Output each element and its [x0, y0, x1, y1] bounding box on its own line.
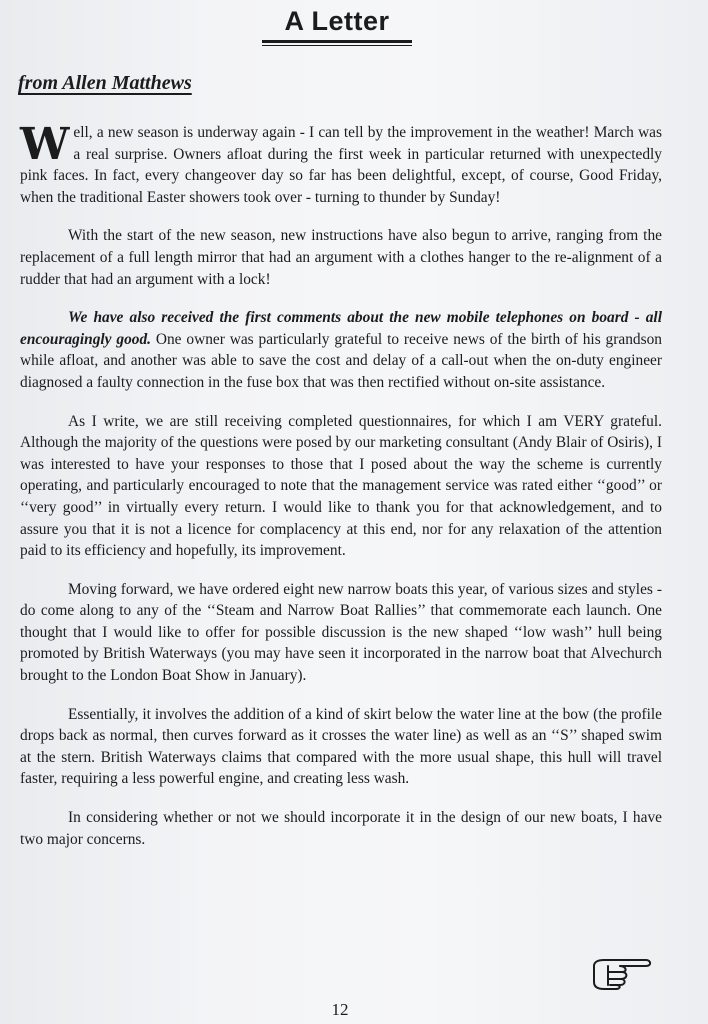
page-title: A Letter	[284, 6, 390, 36]
paragraph-3	[20, 307, 662, 393]
paragraph-4: As I write, we are still receiving completed questionnaires, for which I am VERY grateful. Although the majority of the questions were posed by our marketing consultant (Andy Blair of Osiris), I was interested to have your responses to those that I posed about the way the scheme is currently operating, and particularly encouraged to note that the management service was rated either ‘‘good’’ or ‘‘very good’’ in virtually every return. I would like to thank you for that acknowledgement, and to assure you that it is not a licence for complacency at this end, nor for any relaxation of the attention paid to its efficiency and hopefully, its improvement.	[20, 412, 662, 560]
pointing-hand-icon	[586, 952, 656, 992]
title-underline	[262, 40, 412, 43]
paragraph-3-text: One owner was particularly grateful to receive news of the birth of his grandson while afloat, and another was able to save the cost and delay of a call-out when the on-duty engineer diagnosed a faulty connection in the fuse box that was then rectified without on-site assistance.	[20, 330, 662, 391]
paragraph-1-text: ell, a new season is underway again - I can tell by the improvement in the weather! March was a real surprise. Owners afloat during the first week in particular returned with unexpectedly pink faces. In fact, every changeover day so far has been delightful, except, of course, Good Friday, when the traditional Easter showers took over - turning to thunder by Sunday!	[20, 124, 662, 206]
title-underline-thin	[262, 45, 412, 46]
paragraph-2: With the start of the new season, new instructions have also begun to arrive, ranging from the replacement of a full length mirror that had an argument with a clothes hanger to the re-alignment of a rudder that had an argument with a lock!	[20, 227, 662, 288]
letter-body	[20, 119, 662, 867]
paragraph-1	[20, 119, 662, 208]
title-block	[262, 4, 412, 46]
paragraph-6: Essentially, it involves the addition of a kind of skirt below the water line at the bow (the profile drops back as normal, then curves forward as it crosses the water line) as well as an ‘‘S’’ shaped swim at the stern. British Waterways claims that compared with the more usual shape, this hull will travel faster, requiring a less powerful engine, and creating less wash.	[20, 705, 662, 788]
page-number: 12	[331, 1000, 349, 1019]
byline: from Allen Matthews	[18, 72, 192, 94]
paragraph-5: Moving forward, we have ordered eight new narrow boats this year, of various sizes and styles - do come along to any of the ‘‘Steam and Narrow Boat Rallies’’ that commemorate each launch. One thought that I would like to offer for possible discussion is the new shaped ‘‘low wash’’ hull being promoted by British Waterways (you may have seen it incorporated in the narrow boat that Alvechurch brought to the London Boat Show in January).	[20, 580, 662, 685]
drop-cap: W	[20, 119, 68, 170]
paragraph-7: In considering whether or not we should incorporate it in the design of our new boats, I have two major concerns.	[20, 809, 662, 848]
paragraph-3-lead: We have also received the first comments about the new mobile telephones on board - all encouragingly good.	[20, 309, 662, 348]
